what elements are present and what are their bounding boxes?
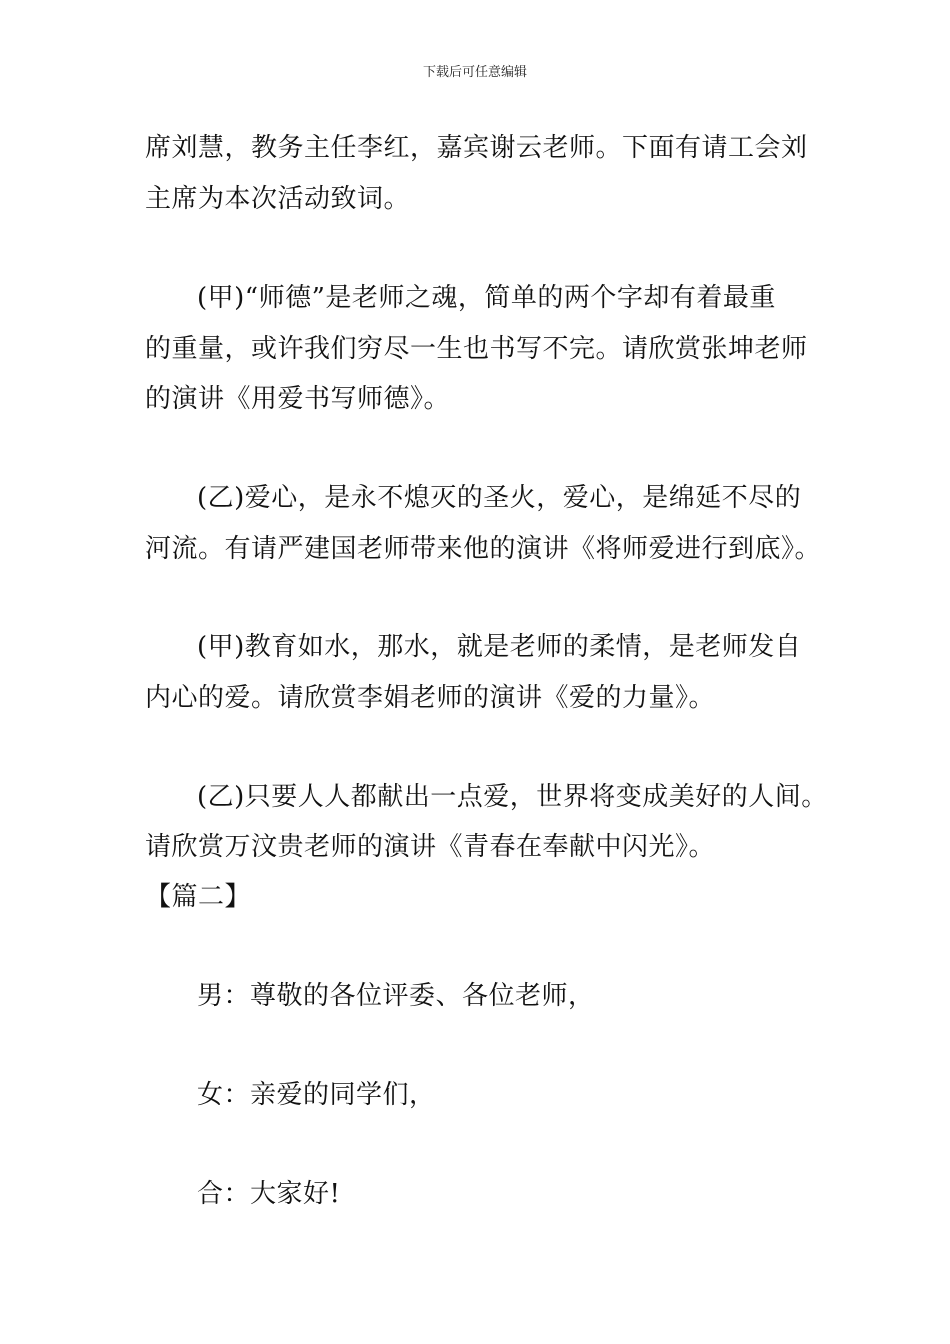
paragraph-1-line-2: 主席为本次活动致词。 xyxy=(145,184,411,214)
paragraph-2-line-3: 的演讲《用爱书写师德》。 xyxy=(145,384,451,414)
paragraph-5-line-2: 请欣赏万汶贵老师的演讲《青春在奉献中闪光》。 xyxy=(145,832,716,862)
paragraph-4-line-1: (甲)教育如水，那水，就是老师的柔情，是老师发自 xyxy=(197,632,802,662)
paragraph-2-line-2: 的重量，或许我们穷尽一生也书写不完。请欣赏张坤老师 xyxy=(145,334,808,364)
paragraph-1-line-1: 席刘慧，教务主任李红，嘉宾谢云老师。下面有请工会刘 xyxy=(145,133,808,163)
dialogue-line-together: 合：大家好! xyxy=(197,1179,341,1209)
paragraph-4-line-2: 内心的爱。请欣赏李娟老师的演讲《爱的力量》。 xyxy=(145,683,716,713)
dialogue-line-male: 男：尊敬的各位评委、各位老师， xyxy=(197,981,595,1011)
paragraph-2-line-1: (甲)“师德”是老师之魂，简单的两个字却有着最重 xyxy=(197,283,776,313)
section-heading: 【篇二】 xyxy=(145,882,252,912)
paragraph-5-line-1: (乙)只要人人都献出一点爱，世界将变成美好的人间。 xyxy=(197,782,828,812)
dialogue-line-female: 女：亲爱的同学们， xyxy=(197,1080,436,1110)
paragraph-3-line-2: 河流。有请严建国老师带来他的演讲《将师爱进行到底》。 xyxy=(145,534,822,564)
header-note: 下载后可任意编辑 xyxy=(422,65,527,80)
paragraph-3-line-1: (乙)爱心，是永不熄灭的圣火，爱心，是绵延不尽的 xyxy=(197,483,802,513)
